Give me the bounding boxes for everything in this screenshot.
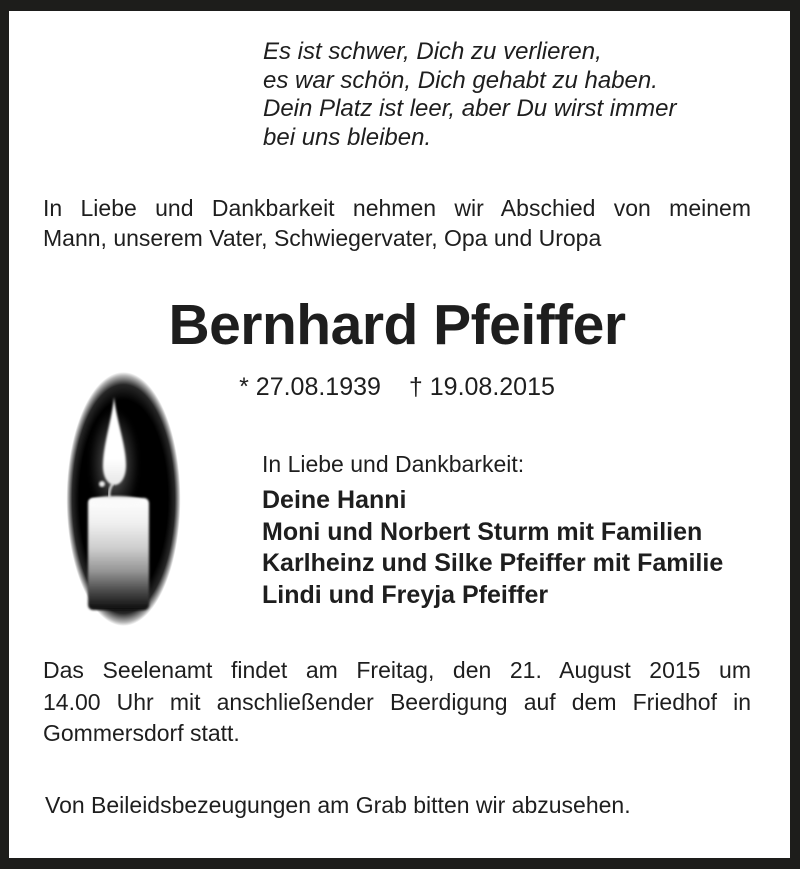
service-line-2: 14.00 Uhr mit anschließender Beerdigung auf dem Friedhof in [43,688,751,715]
death-date: † 19.08.2015 [408,373,555,401]
poem [263,38,676,152]
mourner-name: Deine Hanni [262,486,407,514]
poem-line: bei uns bleiben. [263,123,432,151]
birth-date: * 27.08.1939 [239,373,381,401]
deceased-name: Bernhard Pfeiffer [168,293,626,357]
mourner-name: Moni und Norbert Sturm mit Familien [262,517,703,546]
service-line-1: Das Seelenamt findet am Freitag, den 21. August 2015 um [43,657,751,683]
mourner-name: Lindi und Freyja Pfeiffer [262,580,549,609]
intro-paragraph [43,194,751,253]
candle-body [88,498,149,610]
wax-rim [89,496,143,506]
poem-line: Dein Platz ist leer, aber Du wirst immer [263,95,677,122]
condolence-note: Von Beileidsbezeugungen am Grab bitten wir abzusehen. [45,792,631,818]
mourner-name: Karlheinz und Silke Pfeiffer mit Familie [262,549,724,577]
mourners-list [262,485,723,611]
mourning-block [262,450,723,611]
mourning-intro: In Liebe und Dankbarkeit: [262,451,525,477]
intro-line-1: In Liebe und Dankbarkeit nehmen wir Abschied von meinem [43,195,751,221]
poem-line: es war schön, Dich gehabt zu haben. [263,66,658,94]
service-paragraph [43,655,751,750]
wick-highlight [99,481,105,487]
intro-line-2: Mann, unserem Vater, Schwiegervater, Opa und Uropa [43,224,602,251]
candle-photo [65,371,182,627]
poem-line: Es ist schwer, Dich zu verlieren, [263,38,602,65]
service-line-3: Gommersdorf statt. [43,720,240,747]
